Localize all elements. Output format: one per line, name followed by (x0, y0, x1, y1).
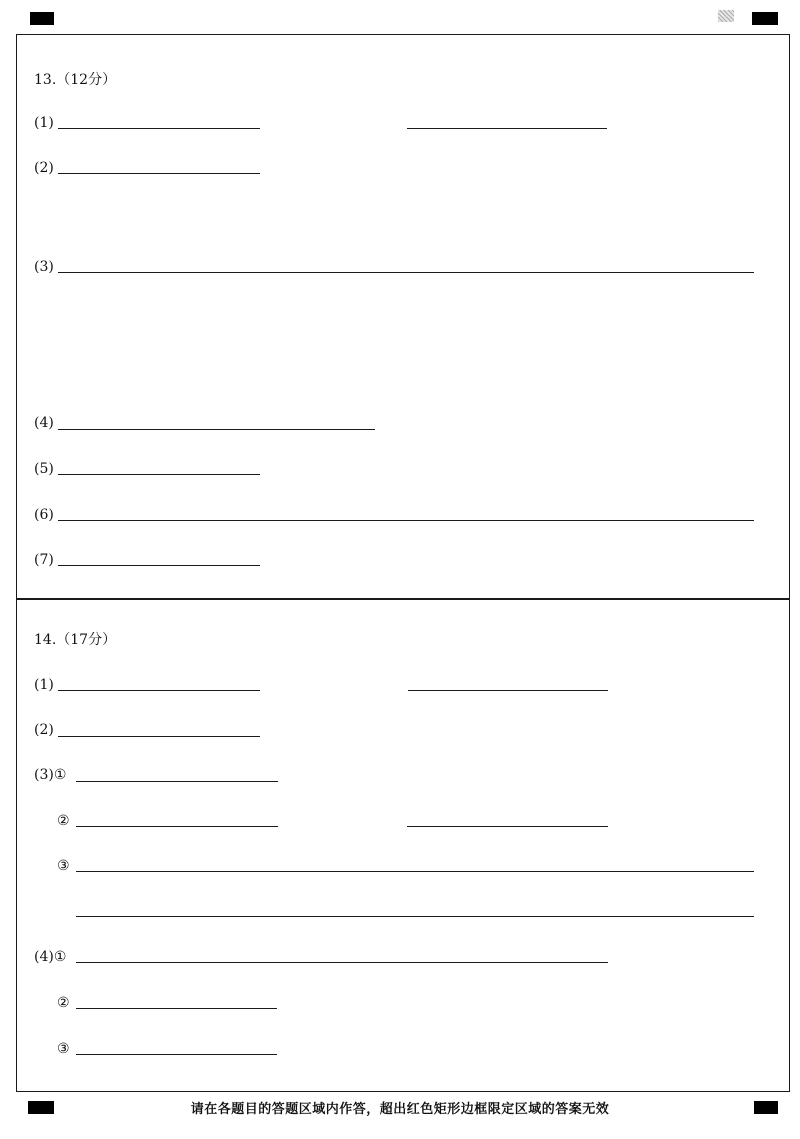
answer-box-q13 (16, 34, 790, 600)
answer-box-q14 (16, 598, 790, 1092)
q13-label-1: (1) (34, 115, 54, 131)
q14-label-1: (1) (34, 677, 54, 693)
q13-label-7: (7) (34, 552, 54, 568)
q14-answer-line-3-2b[interactable] (407, 826, 608, 827)
q14-answer-line-3-3b[interactable] (76, 916, 754, 917)
q13-label-6: (6) (34, 507, 54, 523)
q13-label-4: (4) (34, 415, 54, 431)
q13-title: 13.（12分） (34, 72, 117, 88)
q13-answer-line-7[interactable] (58, 565, 260, 566)
q13-answer-line-5[interactable] (58, 474, 260, 475)
q14-label-4-2: ② (57, 995, 70, 1011)
q13-answer-line-2[interactable] (58, 173, 260, 174)
q14-answer-line-3-2a[interactable] (76, 826, 278, 827)
q14-answer-line-2[interactable] (58, 736, 260, 737)
q14-label-4-1: (4)① (34, 949, 67, 965)
q14-answer-line-4-2[interactable] (76, 1008, 277, 1009)
q13-label-3: (3) (34, 259, 54, 275)
scan-stamp-icon (718, 10, 734, 22)
q14-answer-line-1b[interactable] (408, 690, 608, 691)
q13-answer-line-4[interactable] (58, 429, 375, 430)
q14-label-2: (2) (34, 722, 54, 738)
q14-title: 14.（17分） (34, 632, 117, 648)
q14-label-3-3: ③ (57, 858, 70, 874)
registration-mark-top-right (752, 12, 778, 25)
q14-answer-line-1a[interactable] (58, 690, 260, 691)
q14-answer-line-4-3[interactable] (76, 1054, 277, 1055)
q13-label-2: (2) (34, 160, 54, 176)
registration-mark-top-left (30, 12, 54, 25)
footer-notice: 请在各题目的答题区域内作答，超出红色矩形边框限定区域的答案无效 (190, 1102, 610, 1117)
q14-answer-line-3-3a[interactable] (76, 871, 754, 872)
q14-label-3-2: ② (57, 813, 70, 829)
q13-answer-line-1a[interactable] (58, 128, 260, 129)
q13-label-5: (5) (34, 461, 54, 477)
q14-label-3-1: (3)① (34, 767, 67, 783)
q14-answer-line-4-1[interactable] (76, 962, 608, 963)
q14-answer-line-3-1[interactable] (76, 781, 278, 782)
q13-answer-line-6[interactable] (58, 520, 754, 521)
q14-label-4-3: ③ (57, 1041, 70, 1057)
q13-answer-line-1b[interactable] (407, 128, 607, 129)
q13-answer-line-3[interactable] (58, 272, 754, 273)
